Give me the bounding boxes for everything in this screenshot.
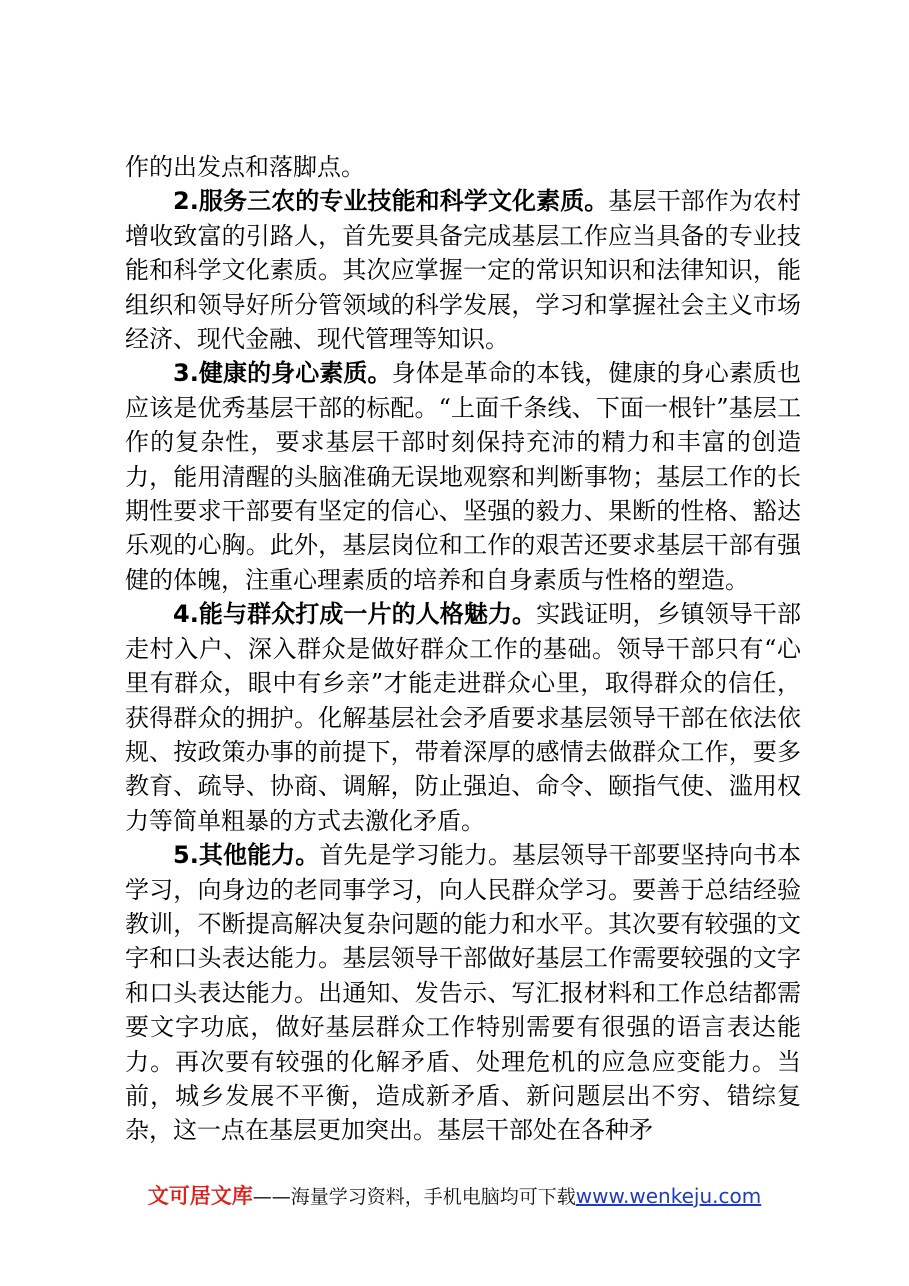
footer-site-link[interactable]: www.wenkeju.com: [575, 1184, 762, 1208]
section-3-paragraph: [125, 356, 801, 597]
page-footer: [0, 1182, 909, 1211]
section-2-heading: 2.服务三农的专业技能和科学文化素质。: [173, 187, 609, 216]
document-body: [125, 150, 801, 1148]
section-4-paragraph: [125, 597, 801, 838]
section-5-heading: 5.其他能力。: [173, 841, 320, 870]
section-2-paragraph: [125, 184, 801, 356]
section-4-heading: 4.能与群众打成一片的人格魅力。: [173, 600, 537, 629]
footer-slogan: ——海量学习资料，手机电脑均可下载: [252, 1186, 576, 1208]
section-5-paragraph: [125, 838, 801, 1148]
section-5-body: 首先是学习能力。基层领导干部要坚持向书本学习，向身边的老同事学习，向人民群众学习。要善于总结经验教训，不断提高解决复杂问题的能力和水平。其次要有较强的文字和口头表达能力。基层领导干部做好基层工作需要较强的文字和口头表达能力。出通知、发告示、写汇报材料和工作总结都需要文字功底，做好基层群众工作特别需要有很强的语言表达能力。再次要有较强的化解矛盾、处理危机的应急应变能力。当前，城乡发展不平衡，造成新矛盾、新问题层出不穷、错综复杂，这一点在基层更加突出。基层干部处在各种矛: [125, 841, 801, 1145]
section-3-body: 身体是革命的本钱，健康的身心素质也应该是优秀基层干部的标配。“上面千条线、下面一根针”基层工作的复杂性，要求基层干部时刻保持充沛的精力和丰富的创造力，能用清醒的头脑准确无误地观察和判断事物；基层工作的长期性要求干部要有坚定的信心、坚强的毅力、果断的性格、豁达乐观的心胸。此外，基层岗位和工作的艰苦还要求基层干部有强健的体魄，注重心理素质的培养和自身素质与性格的塑造。: [125, 359, 801, 594]
section-3-heading: 3.健康的身心素质。: [173, 359, 392, 388]
footer-brand: 文可居文库: [147, 1184, 253, 1208]
intro-paragraph-tail: 作的出发点和落脚点。: [125, 153, 365, 181]
section-4-body: 实践证明，乡镇领导干部走村入户、深入群众是做好群众工作的基础。领导干部只有“心里有群众，眼中有乡亲”才能走进群众心里，取得群众的信任，获得群众的拥护。化解基层社会矛盾要求基层领导干部在依法依规、按政策办事的前提下，带着深厚的感情去做群众工作，要多教育、疏导、协商、调解，防止强迫、命令、颐指气使、滥用权力等简单粗暴的方式去激化矛盾。: [125, 600, 801, 835]
section-2-body: 基层干部作为农村增收致富的引路人，首先要具备完成基层工作应当具备的专业技能和科学文化素质。其次应掌握一定的常识知识和法律知识，能组织和领导好所分管领域的科学发展，学习和掌握社会主义市场经济、现代金融、现代管理等知识。: [125, 187, 801, 354]
